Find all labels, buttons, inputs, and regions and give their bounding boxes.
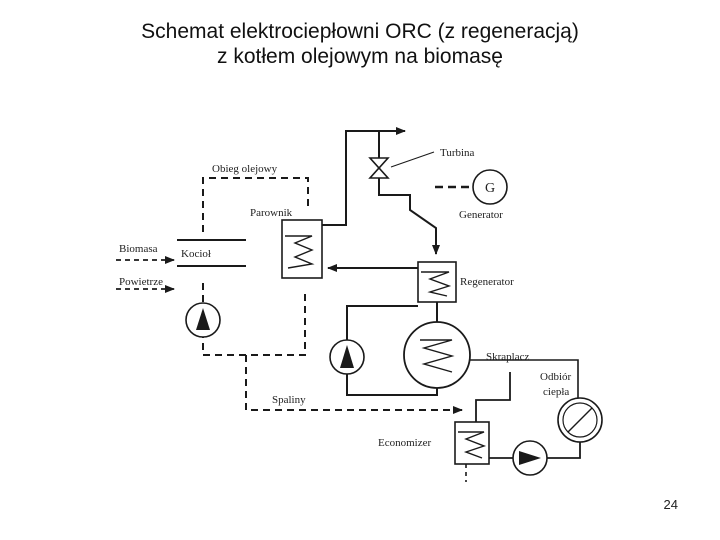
turbine-exhaust-line — [379, 178, 436, 254]
page-number: 24 — [663, 497, 678, 512]
oil-circuit-label: Obieg olejowy — [212, 163, 278, 175]
biomass-label: Biomasa — [119, 243, 158, 255]
turbine-symbol — [370, 158, 388, 178]
orc-pump-discharge-line — [347, 306, 418, 340]
heat-consumer-supply-line — [476, 372, 510, 422]
vapor-line-to-turbine — [322, 131, 405, 225]
condenser-circle — [404, 322, 470, 388]
generator-label: Generator — [459, 209, 503, 221]
heat-consumer-label-line1: Odbiór — [540, 371, 572, 383]
evaporator-box — [282, 220, 322, 278]
turbine-leader-line — [391, 152, 434, 167]
condenser-label: Skraplacz — [486, 351, 530, 363]
generator-symbol: G — [484, 181, 496, 196]
heat-pump-discharge-line — [547, 442, 580, 458]
flue-gas-label: Spaliny — [272, 394, 306, 406]
air-label: Powietrze — [119, 276, 163, 288]
economizer-label: Economizer — [378, 437, 432, 449]
evaporator-label: Parownik — [250, 207, 293, 219]
slide-title-line1: Schemat elektrociepłowni ORC (z regeneracją) — [141, 20, 579, 43]
heat-consumer-label-line2: ciepła — [543, 386, 570, 398]
turbine-label: Turbina — [440, 147, 475, 159]
slide-title-line2: z kotłem olejowym na biomasę — [217, 45, 503, 68]
regenerator-label: Regenerator — [460, 276, 514, 288]
economizer-box — [455, 422, 489, 464]
boiler-label: Kocioł — [181, 248, 211, 260]
